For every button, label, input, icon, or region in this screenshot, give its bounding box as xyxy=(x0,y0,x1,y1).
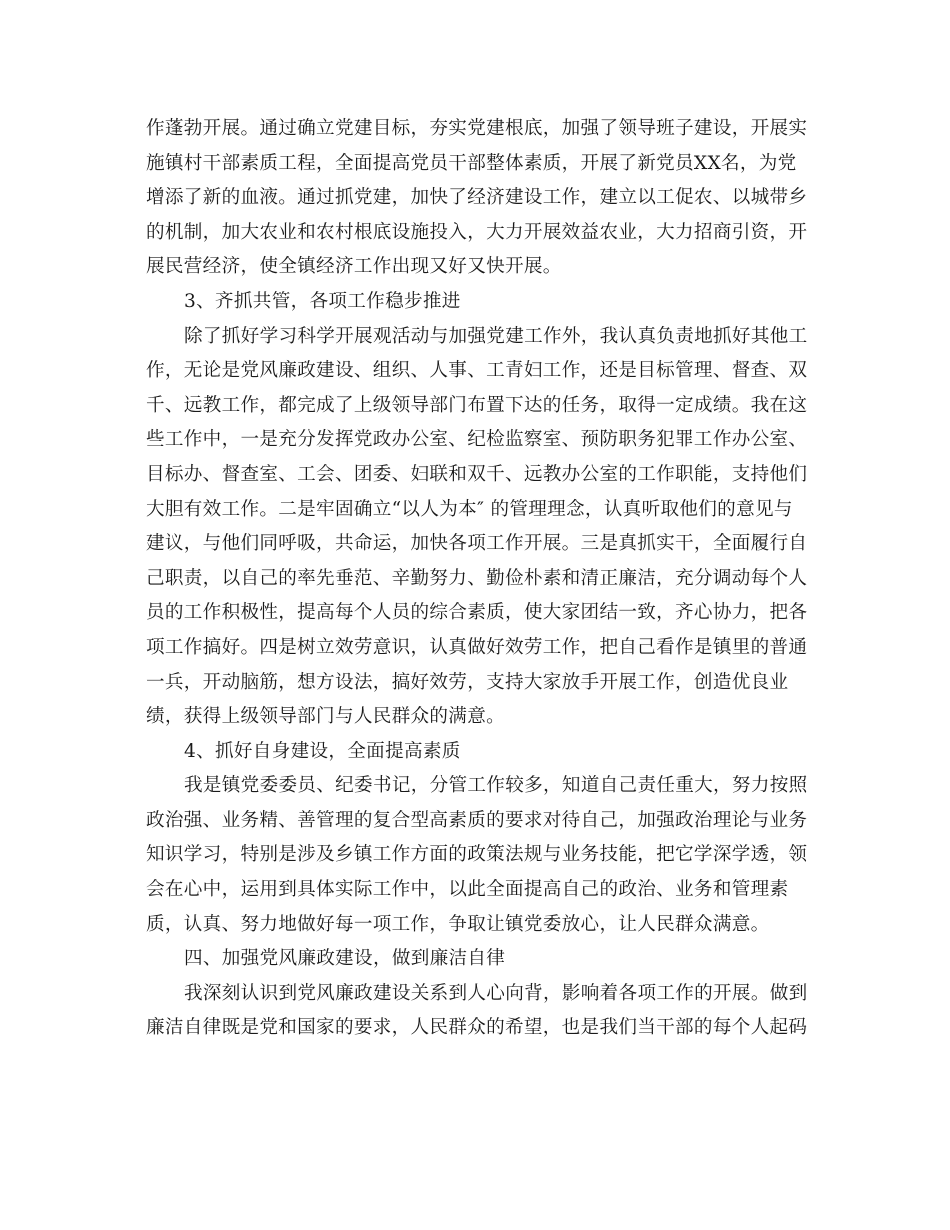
text-line: 质，认真、努力地做好每一项工作，争取让镇党委放心，让人民群众满意。 xyxy=(146,913,770,935)
text-line: 一兵，开动脑筋，想方设法，搞好效劳，支持大家放手开展工作，创造优良业 xyxy=(146,671,789,693)
text-line: 知识学习，特别是涉及乡镇工作方面的政策法规与业务技能，把它学深学透，领 xyxy=(146,844,808,866)
text-line: 项工作搞好。四是树立效劳意识，认真做好效劳工作，把自己看作是镇里的普通 xyxy=(146,636,808,658)
text-line: 作，无论是党风廉政建设、组织、人事、工青妇工作，还是目标管理、督查、双 xyxy=(146,360,808,382)
paragraph-start-line: 我是镇党委委员、纪委书记，分管工作较多，知道自己责任重大，努力按照 xyxy=(184,775,808,797)
paragraph-start-line: 除了抓好学习科学开展观活动与加强党建工作外，我认真负责地抓好其他工 xyxy=(184,325,808,347)
text-line: 些工作中，一是充分发挥党政办公室、纪检监察室、预防职务犯罪工作办公室、 xyxy=(146,429,808,451)
paragraph-start-line: 我深刻认识到党风廉政建设关系到人心向背，影响着各项工作的开展。做到 xyxy=(184,982,808,1004)
text-line: 目标办、督查室、工会、团委、妇联和双千、远教办公室的工作职能，支持他们 xyxy=(146,463,808,485)
text-line: 建议，与他们同呼吸，共命运，加快各项工作开展。三是真抓实干，全面履行自 xyxy=(146,533,808,555)
text-line: 员的工作积极性，提高每个人员的综合素质，使大家团结一致，齐心协力，把各 xyxy=(146,602,808,624)
text-line: 会在心中，运用到具体实际工作中，以此全面提高自己的政治、业务和管理素 xyxy=(146,879,789,901)
paragraph-start-line: 四、加强党风廉政建设，做到廉洁自律 xyxy=(184,948,506,970)
paragraph-start-line: 3、齐抓共管，各项工作稳步推进 xyxy=(184,290,461,312)
text-line: 展民营经济，使全镇经济工作出现又好又快开展。 xyxy=(146,256,562,278)
text-line: 作蓬勃开展。通过确立党建目标，夯实党建根底，加强了领导班子建设，开展实 xyxy=(146,118,808,139)
text-line: 政治强、业务精、善管理的复合型高素质的要求对待自己，加强政治理论与业务 xyxy=(146,809,808,831)
text-line: 己职责，以自己的率先垂范、辛勤努力、勤俭朴素和清正廉洁，充分调动每个人 xyxy=(146,567,808,589)
text-line: 绩，获得上级领导部门与人民群众的满意。 xyxy=(146,706,505,728)
text-line: 的机制，加大农业和农村根底设施投入，大力开展效益农业，大力招商引资，开 xyxy=(146,221,808,243)
text-line: 大胆有效工作。二是牢固确立“以人为本″ 的管理理念，认真听取他们的意见与 xyxy=(146,498,793,520)
text-line: 施镇村干部素质工程，全面提高党员干部整体素质，开展了新党员XX名，为党 xyxy=(146,152,797,174)
text-line: 增添了新的血液。通过抓党建，加快了经济建设工作，建立以工促农、以城带乡 xyxy=(146,187,808,209)
paragraph-start-line: 4、抓好自身建设，全面提高素质 xyxy=(184,740,461,762)
document-body xyxy=(146,112,806,1046)
text-line: 廉洁自律既是党和国家的要求，人民群众的希望，也是我们当干部的每个人起码 xyxy=(146,1017,808,1039)
text-line: 千、远教工作，都完成了上级领导部门布置下达的任务，取得一定成绩。我在这 xyxy=(146,394,808,416)
